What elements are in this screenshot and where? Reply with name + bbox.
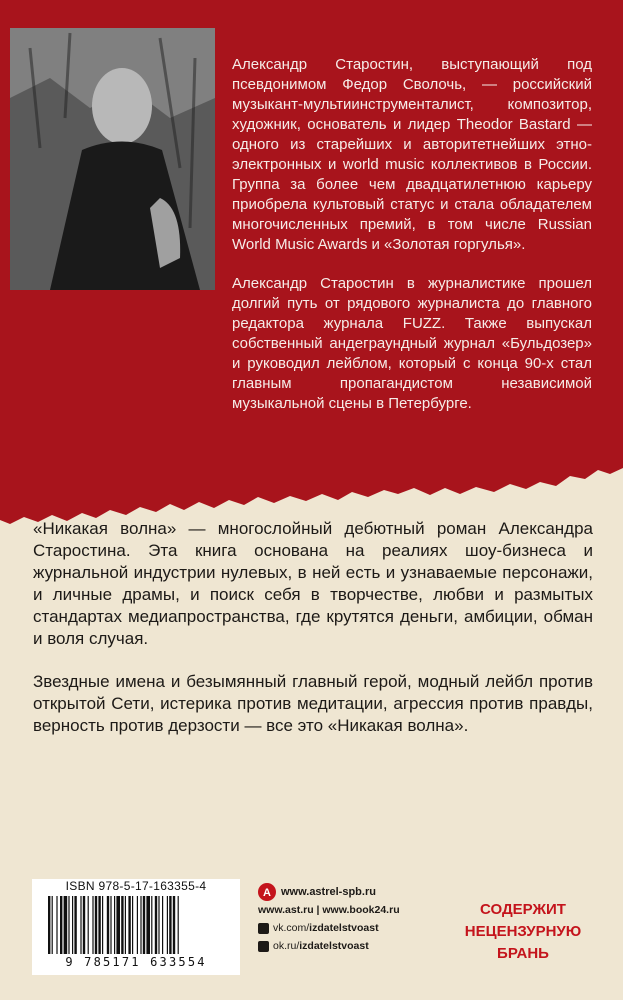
barcode-bar	[107, 896, 109, 954]
barcode-bar	[128, 896, 130, 954]
bio-paragraph-2: Александр Старостин в журналистике прошел долгий путь от рядового журналиста до главного редактора журнала FUZZ. Также выпускал собственный андеграундный журнал «Бульдозер» и руководил лейблом, который с конца 90-х стал главным пропагандистом независимой музыкальной сцены в Петербурге.	[232, 275, 592, 412]
barcode-bar	[48, 896, 50, 954]
publisher-logo-icon	[258, 883, 276, 901]
barcode-bar	[74, 896, 76, 954]
isbn-barcode-block	[32, 879, 240, 975]
warning-line-3: БРАНЬ	[497, 945, 549, 962]
barcode-bar	[98, 896, 100, 954]
barcode-bar	[162, 896, 163, 954]
barcode-bar	[132, 896, 133, 954]
barcode-bar	[110, 896, 111, 954]
barcode-bar	[72, 896, 73, 954]
barcode-bar	[158, 896, 159, 954]
vk-icon	[258, 923, 269, 934]
publisher-links	[258, 883, 428, 955]
svg-text:A: A	[263, 887, 271, 899]
profanity-warning	[448, 899, 598, 965]
barcode-bar	[95, 896, 97, 954]
barcode-bar	[140, 896, 141, 954]
barcode-bar	[167, 896, 168, 954]
barcode-bar	[64, 896, 68, 954]
barcode-bar	[121, 896, 123, 954]
barcode-bar	[125, 896, 126, 954]
warning-line-1: СОДЕРЖИТ	[480, 901, 566, 918]
description-paragraph-1: «Никакая волна» — многослойный дебютный роман Александра Старостина. Эта книга основана на реалиях шоу-бизнеса и журнальной индустрии нулевых, в ней есть и узнаваемые персонажи, и личные драмы, и поиск себя в творчестве, любви и размытых стандартах медиапространства, где крутятся деньги, амбиции, обман и воля случая.	[33, 519, 593, 648]
ok-link-handle[interactable]: izdatelstvoast	[299, 940, 369, 952]
barcode-bar	[60, 896, 62, 954]
barcode-bar	[52, 896, 53, 954]
ok-row	[258, 937, 428, 955]
barcode-bar	[146, 896, 150, 954]
barcode-bar	[143, 896, 145, 954]
barcode-bar	[102, 896, 103, 954]
barcode-bar	[83, 896, 85, 954]
barcode-bar	[92, 896, 93, 954]
barcode-bar	[169, 896, 171, 954]
barcode-bar	[151, 896, 152, 954]
author-photo	[10, 28, 215, 290]
barcode-bar	[56, 896, 57, 954]
publisher-site-row	[258, 883, 428, 901]
barcode	[46, 896, 226, 954]
book-description	[33, 518, 593, 758]
shops-row	[258, 901, 428, 919]
ok-link-prefix[interactable]: ok.ru/	[273, 940, 300, 952]
shops-links[interactable]: www.ast.ru | www.book24.ru	[258, 904, 400, 916]
vk-link-handle[interactable]: izdatelstvoast	[309, 922, 379, 934]
barcode-bar	[88, 896, 89, 954]
barcode-bar	[178, 896, 179, 954]
vk-link-prefix[interactable]: vk.com/	[273, 922, 310, 934]
barcode-bar	[173, 896, 175, 954]
barcode-bar	[155, 896, 157, 954]
description-paragraph-2: Звездные имена и безымянный главный герой, модный лейбл против открытой Сети, истерика против медитации, агрессия против правды, верность против дерзости — все это «Никакая волна».	[33, 672, 593, 735]
vk-row	[258, 919, 428, 937]
isbn-digits: 9 785171 633554	[65, 955, 207, 969]
ok-icon	[258, 941, 269, 952]
barcode-bar	[137, 896, 138, 954]
warning-line-2: НЕЦЕНЗУРНУЮ	[464, 923, 582, 940]
bio-paragraph-1: Александр Старостин, выступающий под псевдонимом Федор Сволочь, — российский музыкант-мультиинструменталист, композитор, художник, основатель и лидер Theodor Bastard — одного из старейших и авторитетнейших этно-электронных и world music коллективов в России. Группа за более чем двадцатилетнюю карьеру приобрела культовый статус и стала обладателем многочисленных премий, в том числе Russian World Music Awards и «Золотая горгулья».	[232, 56, 592, 253]
publisher-site-link[interactable]: www.astrel-spb.ru	[281, 886, 376, 898]
author-biography	[232, 55, 592, 433]
barcode-bar	[68, 896, 69, 954]
barcode-bar	[114, 896, 115, 954]
barcode-bar	[116, 896, 120, 954]
barcode-bar	[80, 896, 81, 954]
isbn-label: ISBN 978-5-17-163355-4	[65, 879, 207, 893]
